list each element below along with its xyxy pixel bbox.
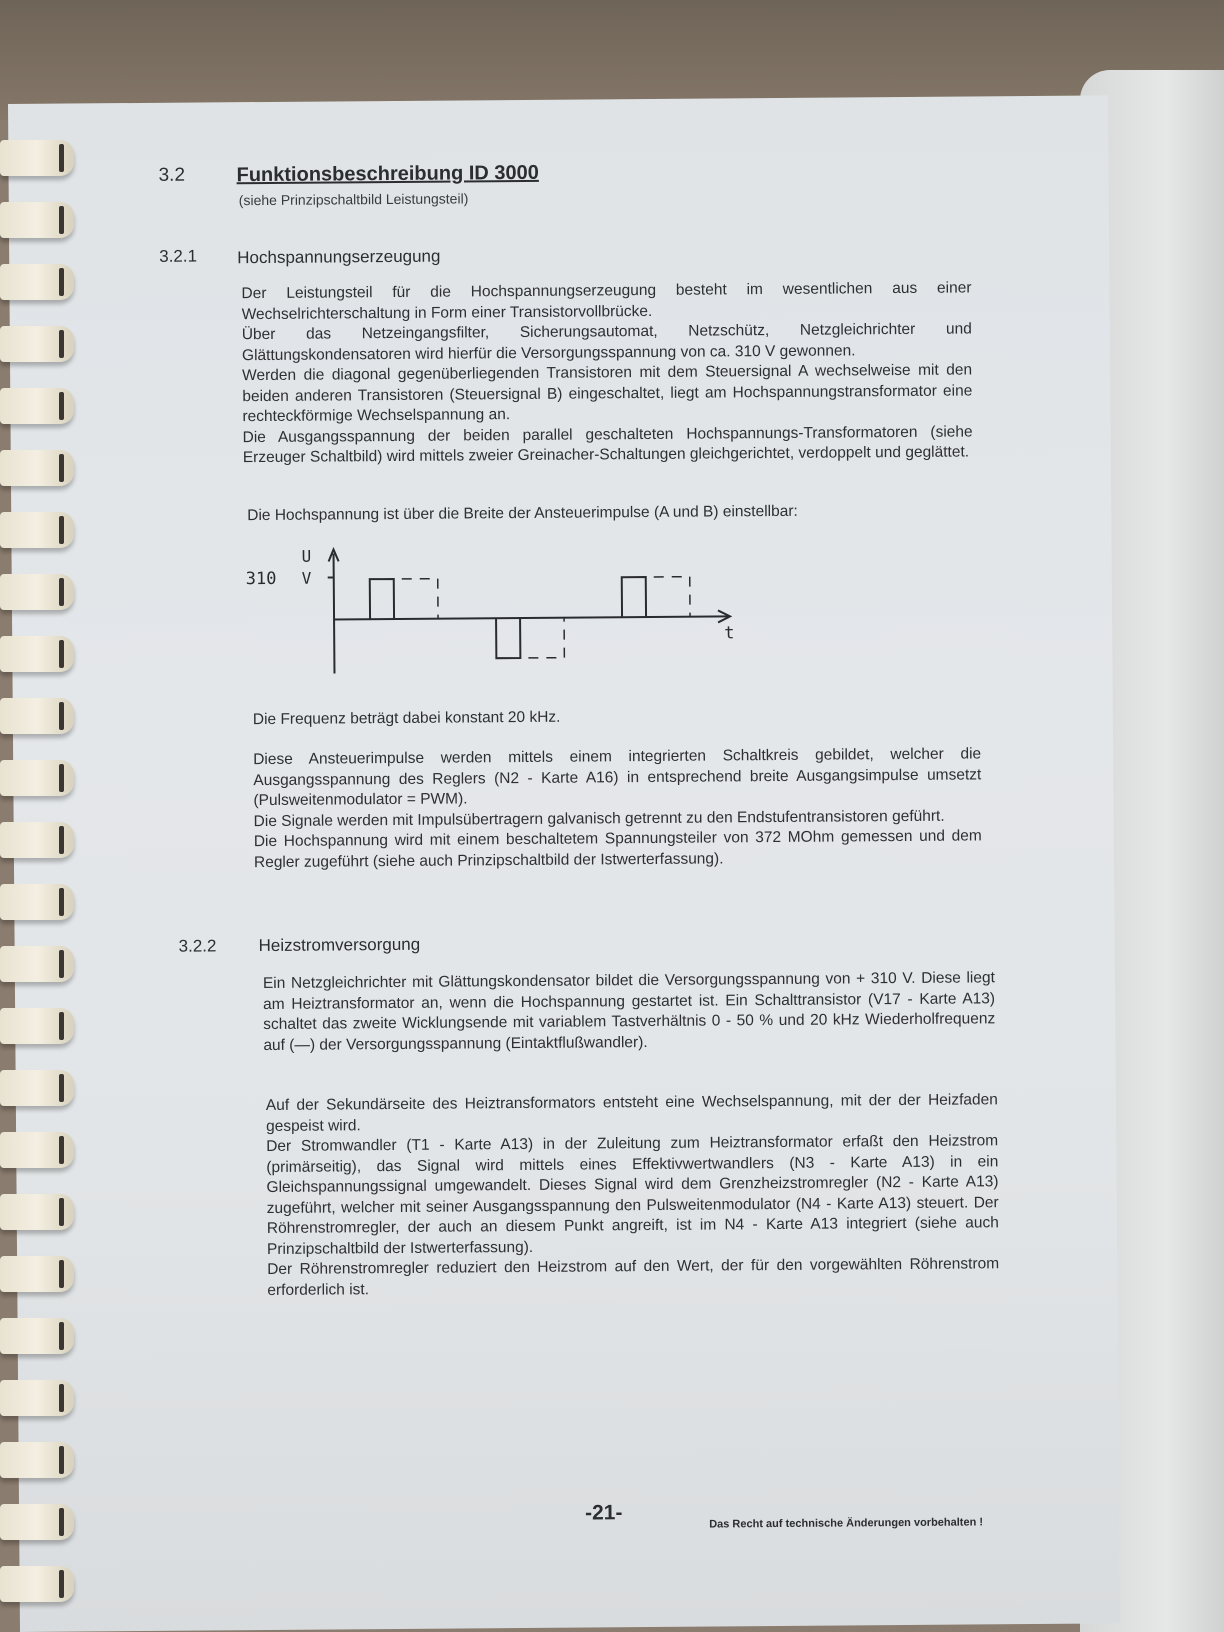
binding-ring — [0, 202, 74, 238]
paragraph-generation — [241, 278, 972, 468]
section-title: Funktionsbeschreibung ID 3000 — [236, 161, 539, 187]
page-number: -21- — [584, 1501, 623, 1525]
subsection-number-1: 3.2.1 — [159, 246, 198, 266]
binding-ring — [0, 1070, 74, 1106]
diagram-unit-label: V — [301, 568, 312, 588]
binding-ring — [0, 1132, 74, 1168]
binding-ring — [0, 760, 74, 796]
range-b-1 — [528, 618, 564, 658]
paragraph-line: Auf der Sekundärseite des Heiztransformators entsteht eine Wechselspannung, mit der der Heizfaden gespeist wird. — [265, 1091, 998, 1135]
diagram-y-label: U — [301, 546, 312, 566]
binding-ring — [0, 574, 74, 610]
paragraph-line: Der Stromwandler (T1 - Karte A13) in der Zuleitung zum Heiztransformator erfaßt den Heizstrom (primärseitig), das Signal wird mittels eines Effektivwertwandlers (N3 - Karte A13) in ein Gleichspannungssignal umgewandelt. Dieses Signal wird dem Grenzheizstromregler (N2 - Karte A13) zugeführt, welcher mit seiner Ausgangsspannung den Pulsweitenmodulator (N4 - Karte A13) steuert. Der Röhrenstromregler, der auch an diesem Punkt angreift, ist im N4 - Karte A13 integriert (siehe auch Prinzipschaltbild der Istwerterfassung). — [266, 1132, 999, 1258]
paragraph-heating-control — [266, 1090, 1000, 1301]
binding-ring — [0, 884, 74, 920]
paragraph-line: Die Hochspannung wird mit einem beschaltetem Spannungsteiler von 372 MOhm gemessen und dem Regler zugeführt (siehe auch Prinzipschaltbild der Istwerterfassung). — [253, 827, 982, 871]
pulse-a-2 — [622, 577, 646, 617]
binding-ring — [0, 636, 74, 672]
paragraph-pulse-width: Die Hochspannung ist über die Breite der Ansteuerimpulse (A und B) einstellbar: — [247, 502, 798, 525]
diagram-x-label: t — [724, 623, 735, 644]
paragraph-line: Über das Netzeingangsfilter, Sicherungsautomat, Netzschütz, Netzgleichrichter und Glättungskondensatoren wird hierfür die Versorgungsspannung von ca. 310 V gewonnen. — [241, 320, 972, 364]
paragraph-frequency: Die Frequenz beträgt dabei konstant 20 kHz. — [252, 708, 561, 729]
diagram-level-label: 310 — [245, 568, 277, 590]
paragraph-line: Die Signale werden mit Impulsübertragern galvanisch getrennt zu den Endstufentransistoren geführt. — [253, 807, 945, 830]
paragraph-line: Werden die diagonal gegenüberliegenden Transistoren mit dem Steuersignal A wechselweise mit den beiden anderen Transistoren (Steuersignal B) eingeschaltet, liegt am Hochspannungstransformator eine rechteckförmige Wechselspannung an. — [242, 361, 973, 426]
range-a-2 — [654, 577, 690, 617]
subsection-title-2: Heizstromversorgung — [258, 934, 421, 956]
binding-ring — [0, 388, 74, 424]
binding-ring — [0, 1256, 74, 1292]
binding-ring — [0, 264, 74, 300]
binding-ring — [0, 1318, 74, 1354]
page-content — [8, 95, 1120, 1632]
subsection-number-2: 3.2.2 — [178, 936, 217, 956]
section-subtitle: (siehe Prinzipschaltbild Leistungsteil) — [238, 190, 469, 209]
paragraph-line: Die Ausgangsspannung der beiden parallel geschalteten Hochspannungs-Transformatoren (siehe Erzeuger Schaltbild) wird mittels zweier Greinacher-Schaltungen gleichgerichtet, verdoppelt und geglättet. — [242, 422, 973, 467]
paragraph-line: Diese Ansteuerimpulse werden mittels einem integrierten Schaltkreis gebildet, welcher die Ausgangsspannung des Reglers (N2 - Karte A16) in entsprechend breite Ausgangsimpulse umsetzt (Pulsweitenmodulator = PWM). — [253, 745, 982, 810]
binding-ring — [0, 1380, 74, 1416]
binding-ring — [0, 1008, 74, 1044]
binding-ring — [0, 140, 74, 176]
binding-ring — [0, 946, 74, 982]
section-number: 3.2 — [158, 164, 186, 186]
paragraph-line: Der Röhrenstromregler reduziert den Heizstrom auf den Wert, der für den vorgewählten Röhrenstrom erforderlich ist. — [267, 1255, 1000, 1299]
footer-note: Das Recht auf technische Änderungen vorbehalten ! — [709, 1516, 984, 1531]
binding-ring — [0, 822, 74, 858]
y-axis — [334, 553, 335, 673]
paragraph-heating-supply: Ein Netzgleichrichter mit Glättungskondensator bildet die Versorgungsspannung von + 310 V. Diese liegt am Heiztransformator an, wenn die Hochspannung gestartet ist. Ein Schalttransistor (V17 - Karte A13) schaltet das zweite Wicklungsende mit variablem Tastverhältnis 0 - 50 % und 20 kHz Wiederholfrequenz auf (—) der Versorgungsspannung (Eintaktflußwandler). — [262, 969, 996, 1054]
binding-ring — [0, 1194, 74, 1230]
binding-ring — [0, 450, 74, 486]
binding-ring — [0, 698, 74, 734]
pulse-diagram — [241, 538, 762, 682]
binding-ring — [0, 1504, 74, 1540]
document-page — [8, 95, 1120, 1632]
paragraph-pwm — [253, 744, 982, 873]
range-a-1 — [402, 579, 438, 619]
paragraph-line: Der Leistungsteil für die Hochspannungserzeugung besteht im wesentlichen aus einer Wechselrichterschaltung in Form einer Transistorvollbrücke. — [241, 279, 972, 323]
pulse-b-1 — [496, 618, 520, 658]
binding-ring — [0, 1442, 74, 1478]
subsection-title-1: Hochspannungserzeugung — [237, 246, 441, 268]
binding-ring — [0, 1566, 74, 1602]
spiral-binding — [0, 110, 90, 1632]
binding-ring — [0, 512, 74, 548]
binding-ring — [0, 326, 74, 362]
diagram-axes — [328, 546, 731, 673]
pulse-a-1 — [370, 579, 394, 619]
